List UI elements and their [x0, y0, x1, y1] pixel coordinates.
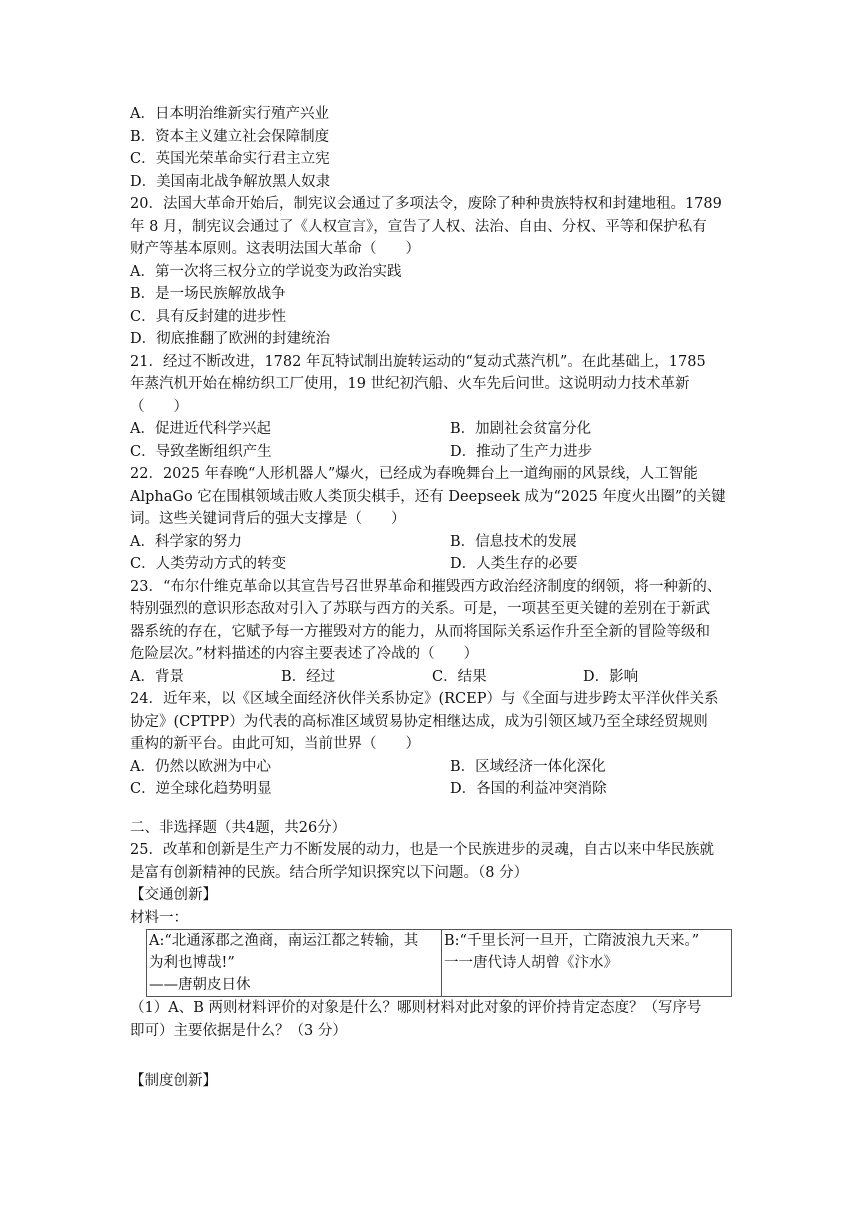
q19-option-a: A．日本明治维新实行殖产兴业 [130, 106, 329, 122]
q24-stem-line: 协定》(CPTPP）为代表的高标准区域贸易协定相继达成，成为引领区域乃至全球经贸规则 [130, 713, 708, 730]
q23-stem-line: 特别强烈的意识形态敌对引入了苏联与西方的关系。可是，一项甚至更关键的差别在于新武 [130, 601, 710, 617]
q23-stem-line: 危险层次。”材料描述的内容主要表述了冷战的（ ） [130, 646, 479, 662]
question-23 [130, 576, 734, 689]
q23-option-c: C．结果 [432, 668, 487, 685]
q21-stem-line: （ ） [130, 398, 188, 415]
q24-option-d: D．各国的利益冲突消除 [450, 781, 607, 797]
section-non-choice [130, 817, 734, 1093]
q21-stem-line: 年蒸汽机开始在棉纺织工厂使用，19 世纪初汽船、火车先后问世。这说明动力技术革新 [130, 376, 690, 392]
q24-stem-line: 24．近年来，以《区域全面经济伙伴关系协定》(RCEP）与《全面与进步跨太平洋伙伴关系 [130, 691, 719, 707]
q22-option-a: A．科学家的努力 [130, 533, 242, 550]
q23-option-d: D．影响 [583, 668, 639, 685]
material-a-line: A:“北通涿郡之渔商，南运江都之转输，其 [149, 933, 419, 949]
q20-stem-line: 20．法国大革命开始后，制宪议会通过了多项法令，废除了种种贵族特权和封建地租。1789 [130, 196, 722, 212]
spacer [130, 801, 734, 817]
q24-options-row [130, 756, 734, 779]
q22-options-row [130, 553, 734, 576]
q23-option-b: B．经过 [281, 668, 336, 685]
q22-options-row [130, 531, 734, 554]
q22-stem-line: 词。这些关键词背后的强大支撑是（ ） [130, 511, 406, 527]
q25-stem-line: 25．改革和创新是生产力不断发展的动力，也是一个民族进步的灵魂，自古以来中华民族就 [130, 842, 714, 858]
sub-question-1-line: （1）A、B 两则材料评价的对象是什么？哪则材料对此对象的评价持肯定态度？（写序号 [130, 1000, 702, 1016]
material-label: 材料一： [130, 909, 188, 926]
question-24 [130, 688, 734, 801]
q23-stem-line: 23．“布尔什维克革命以其宣告号召世界革命和摧毁西方政治经济制度的纲领，将一种新的、 [130, 578, 722, 595]
q21-option-b: B．加剧社会贫富分化 [450, 421, 592, 437]
q22-option-b: B．信息技术的发展 [450, 533, 577, 550]
q21-option-d: D．推动了生产力进步 [450, 443, 593, 460]
q25-stem-line: 是富有创新精神的民族。结合所学知识探究以下问题。（8 分） [130, 864, 529, 881]
q23-option-a: A．背景 [130, 668, 184, 685]
q22-stem-line: 22．2025 年春晚“人形机器人”爆火，已经成为春晚舞台上一道绚丽的风景线，人工智能 [130, 466, 698, 482]
q20-option-a: A．第一次将三权分立的学说变为政治实践 [130, 263, 402, 280]
table-row [147, 930, 732, 997]
question-21 [130, 351, 734, 464]
material-b-source: 一一唐代诗人胡曾《汴水》 [444, 955, 618, 971]
q21-stem-line: 21．经过不断改进，1782 年瓦特试制出旋转运动的“复动式蒸汽机”。在此基础上，1785 [130, 353, 706, 370]
q21-options-row [130, 418, 734, 441]
sub-heading-transport: 【交通创新】 [130, 887, 217, 903]
material-a-cell [147, 930, 442, 997]
q24-options-row [130, 778, 734, 801]
q21-option-c: C．导致垄断组织产生 [130, 443, 272, 460]
q19-option-d: D．美国南北战争解放黑人奴隶 [130, 173, 331, 190]
question-20 [130, 193, 734, 351]
material-a-line: 为利也博哉!” [149, 955, 235, 971]
q19-option-b: B．资本主义建立社会保障制度 [130, 128, 330, 145]
spacer [130, 1042, 734, 1070]
q21-option-a: A．促进近代科学兴起 [130, 421, 271, 437]
material-a-source: ——唐朝皮日休 [149, 977, 251, 993]
q23-stem-line: 器系统的存在，它赋予每一方摧毁对方的能力，从而将国际关系运作升至全新的冒险等级和 [130, 623, 710, 640]
q22-stem-line: AlphaGo 它在围棋领域击败人类顶尖棋手，还有 Deepseek 成为“2025 年度火出圈”的关键 [130, 488, 726, 505]
q20-option-b: B．是一场民族解放战争 [130, 286, 286, 302]
q20-stem-line: 财产等基本原则。这表明法国大革命（ ） [130, 241, 420, 257]
q21-options-row [130, 441, 734, 464]
material-b-cell [442, 930, 732, 997]
q22-option-c: C．人类劳动方式的转变 [130, 556, 287, 572]
q22-option-d: D．人类生存的必要 [450, 556, 578, 572]
sub-heading-institution: 【制度创新】 [130, 1073, 217, 1089]
q20-option-c: C．具有反封建的进步性 [130, 308, 287, 325]
q19-options [130, 103, 734, 193]
q24-option-b: B．区域经济一体化深化 [450, 758, 606, 775]
q20-stem-line: 年 8 月，制宪议会通过了《人权宣言》，宣告了人权、法治、自由、分权、平等和保护私有 [130, 218, 707, 235]
q24-option-a: A．仍然以欧洲为中心 [130, 758, 271, 775]
question-22 [130, 463, 734, 576]
q19-option-c: C．英国光荣革命实行君主立宪 [130, 151, 330, 167]
material-table [146, 929, 732, 997]
q20-option-d: D．彻底推翻了欧洲的封建统治 [130, 331, 331, 347]
q24-option-c: C．逆全球化趋势明显 [130, 781, 272, 797]
sub-question-1-line: 即可）主要依据是什么？（3 分） [130, 1022, 347, 1039]
exam-page [130, 103, 734, 1093]
q23-options-row [130, 666, 734, 689]
q24-stem-line: 重构的新平台。由此可知，当前世界（ ） [130, 736, 420, 752]
material-b-line: B:“千里长河一旦开，亡隋波浪九天来。” [444, 933, 700, 949]
section-heading: 二、非选择题（共4题，共26分） [130, 819, 347, 836]
